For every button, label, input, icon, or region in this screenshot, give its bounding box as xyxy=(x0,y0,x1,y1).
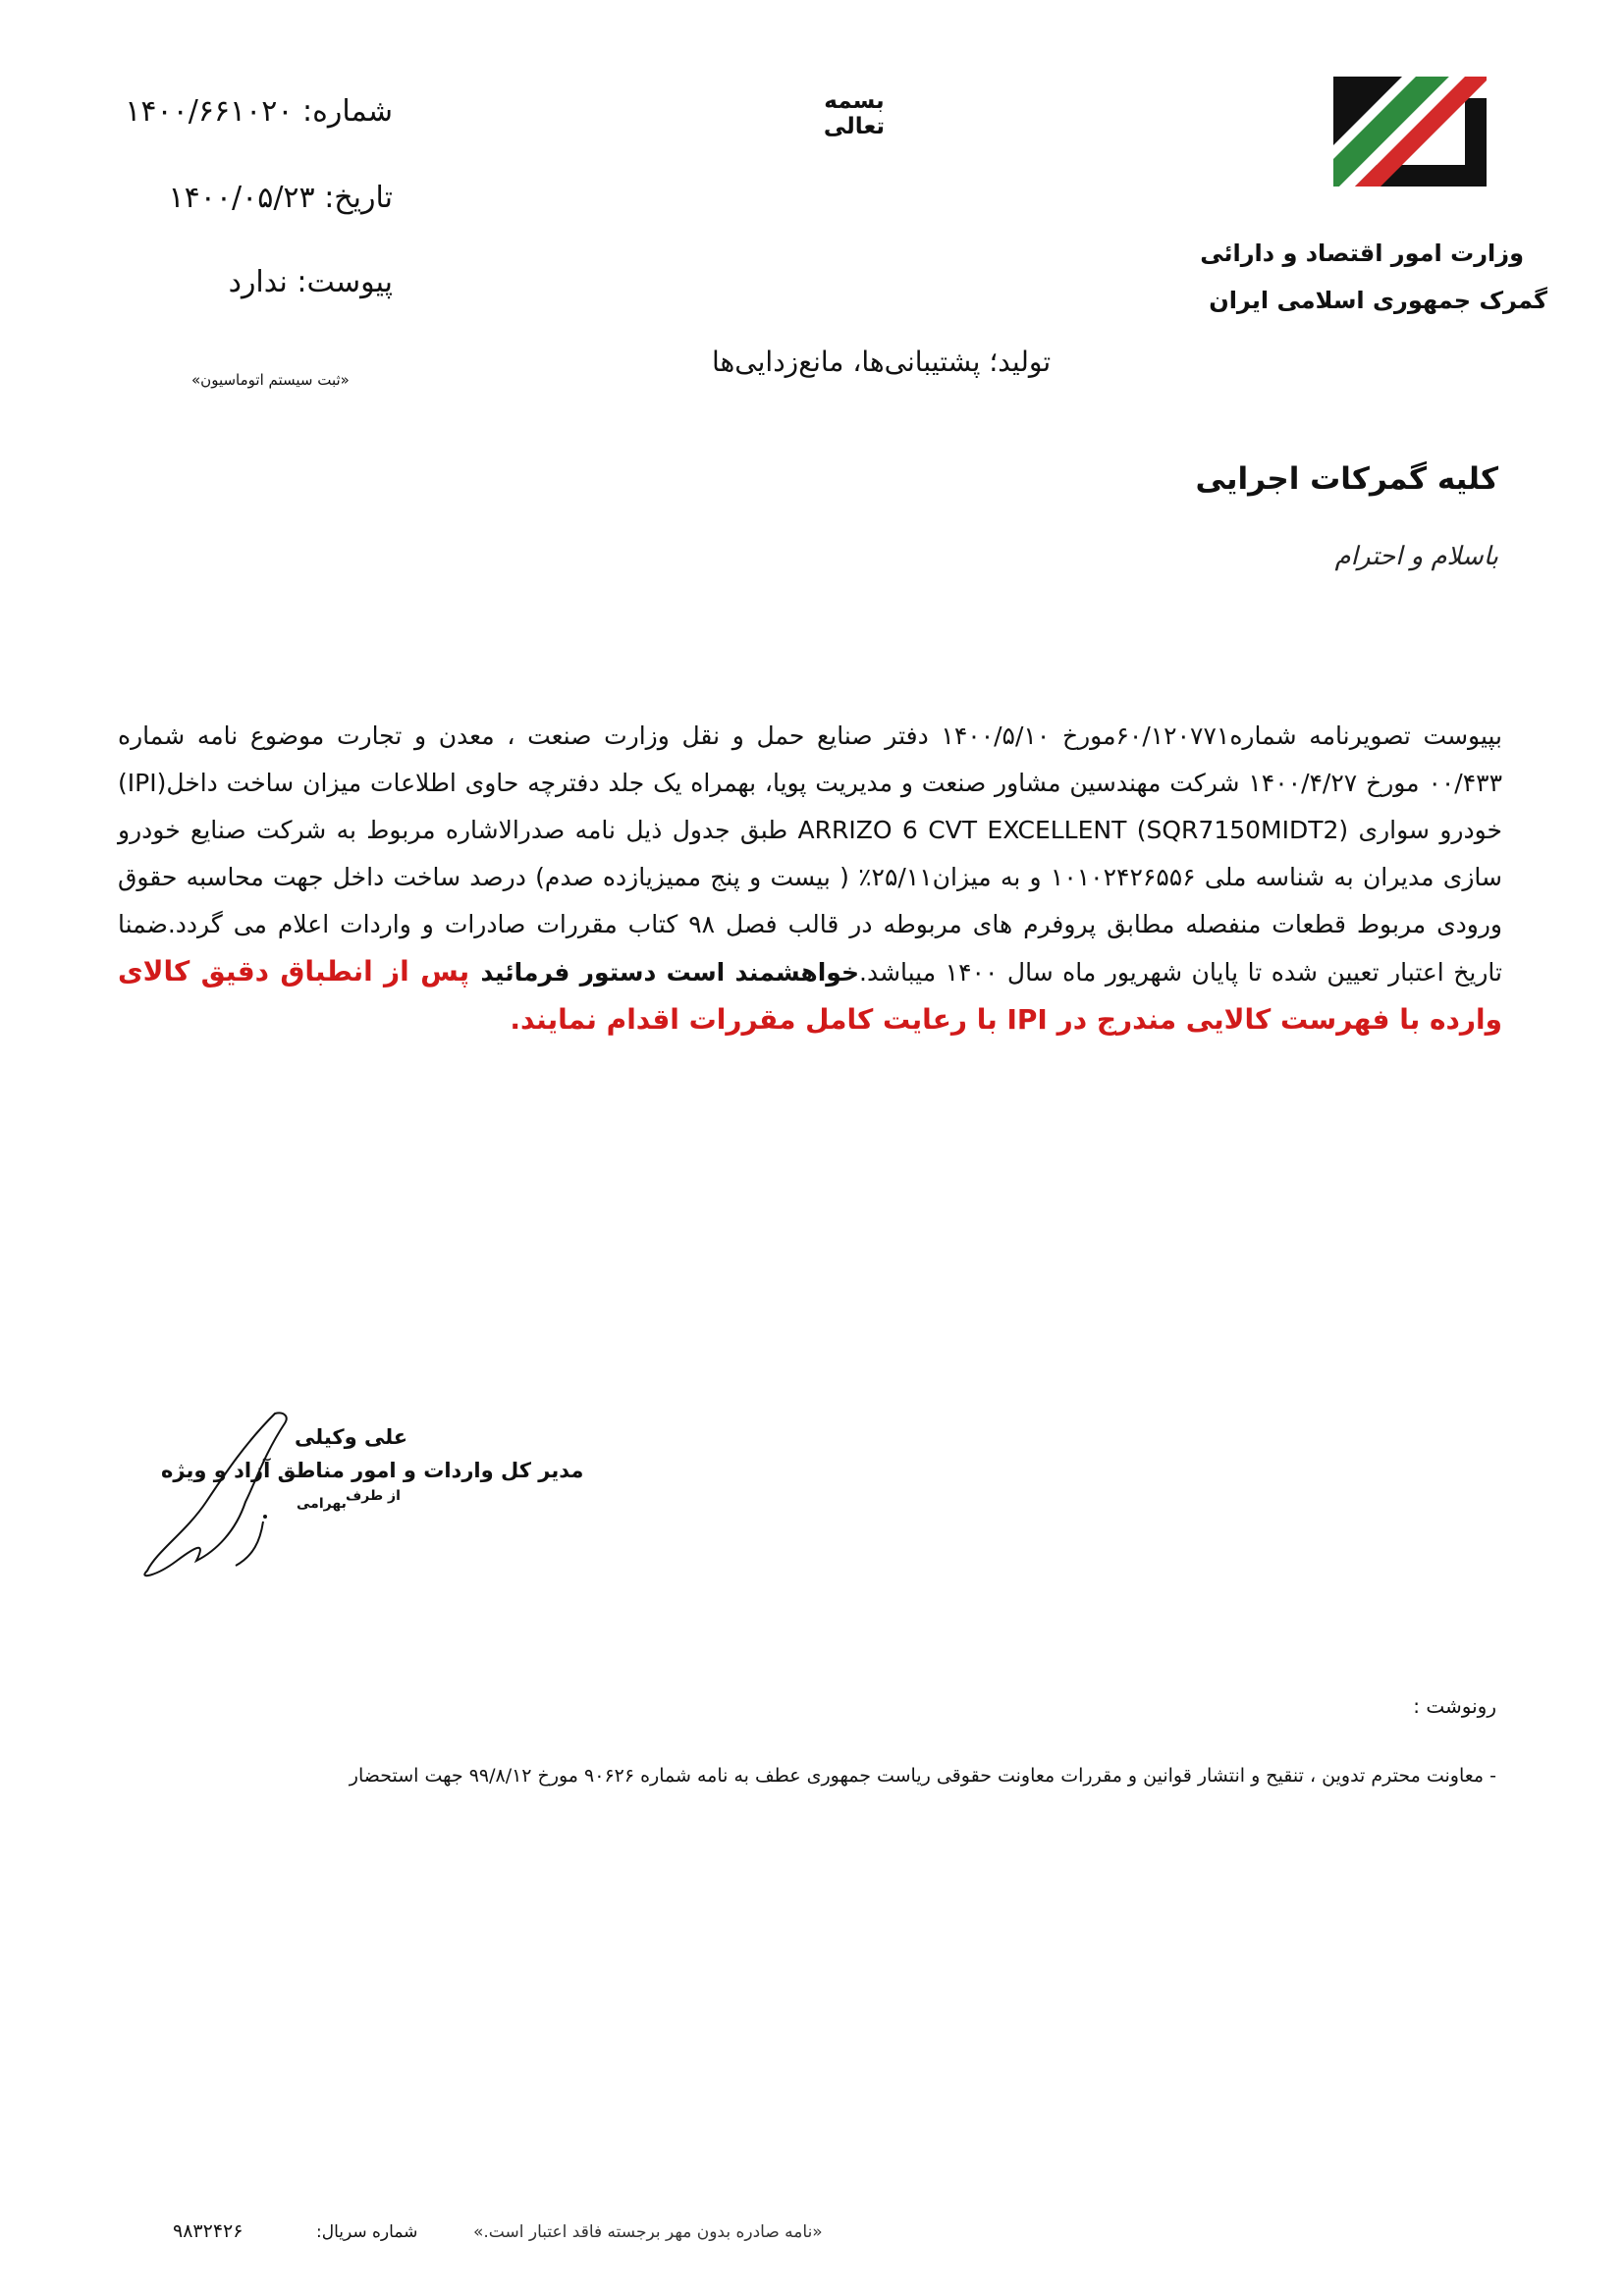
serial-number: ۹۸۳۲۴۲۶ xyxy=(173,2220,244,2242)
iran-customs-logo-icon xyxy=(1333,77,1487,187)
on-behalf-label: از طرف xyxy=(346,1488,401,1504)
serial-label: شماره سریال: xyxy=(316,2222,418,2242)
cc-item: - معاونت محترم تدوین ، تنقیح و انتشار قوانین و مقررات معاونت حقوقی ریاست جمهوری عطف به نامه شماره ۹۰۶۲۶ مورخ ۹۹/۸/۱۲ جهت استحضار xyxy=(349,1765,1496,1787)
body-request: خواهشمند است دستور فرمائید xyxy=(480,958,859,987)
registration-note: «ثبت سیستم اتوماسیون» xyxy=(191,371,350,389)
signer-name: علی وکیلی xyxy=(295,1425,408,1449)
customs-name: گمرک جمهوری اسلامی ایران xyxy=(1209,287,1547,314)
letter-number: شماره: ۱۴۰۰/۶۶۱۰۲۰ xyxy=(125,94,393,129)
letter-date: تاریخ: ۱۴۰۰/۰۵/۲۳ xyxy=(168,181,393,215)
letter-attachment: پیوست: ندارد xyxy=(228,265,393,299)
letter-body xyxy=(118,713,1502,1044)
routing-note: تولید؛ پشتیبانی‌ها، مانع‌زدایی‌ها xyxy=(712,346,1052,378)
footer-validity-note: «نامه صادره بدون مهر برجسته فاقد اعتبار است.» xyxy=(473,2222,823,2242)
greeting: باسلام و احترام xyxy=(1334,542,1498,571)
ministry-name: وزارت امور اقتصاد و دارائی xyxy=(1200,240,1524,267)
recipient: کلیه گمرکات اجرایی xyxy=(1195,461,1498,497)
delegate-name: بهرامی xyxy=(297,1496,347,1512)
body-main: بپیوست تصویرنامه شماره۶۰/۱۲۰۷۷۱مورخ ۱۴۰۰/۵/۱۰ دفتر صنایع حمل و نقل وزارت صنعت ، معدن و تجارت موضوع نامه شماره ۰۰/۴۳۳ مورخ ۱۴۰۰/۴/۲۷ شرکت مهندسین مشاور صنعت و مدیریت پویا، بهمراه یک جلد دفترچه حاوی اطلاعات میزان ساخت داخل(IPI) خودرو سواری ARRIZO 6 CVT EXCELLENT (SQR7150MIDT2) طبق جدول ذیل نامه صدرالاشاره مربوط به شرکت صنایع خودرو سازی مدیران به شناسه ملی ۱۰۱۰۲۴۲۶۵۵۶ و به میزان۲۵/۱۱٪ ( بیست و پنج ممیزیازده صدم) درصد ساخت داخل جهت محاسبه حقوق ورودی مربوط قطعات منفصله مطابق پروفرم های مربوطه در قالب فصل ۹۸ کتاب مقررات صادرات و واردات اعلام می گردد.ضمنا تاریخ اعتبار تعیین شده تا پایان شهریور ماه سال ۱۴۰۰ میباشد. xyxy=(118,721,1503,987)
body-emphasis: پس از انطباق دقیق کالای وارده با فهرست کالایی مندرج در IPI با رعایت کامل مقررات اقدام نمایند. xyxy=(118,955,1502,1036)
header-title: بسمه تعالی xyxy=(823,88,886,139)
cc-label: رونوشت : xyxy=(1413,1694,1496,1718)
signer-title: مدیر کل واردات و امور مناطق آزاد و ویژه xyxy=(161,1459,584,1482)
